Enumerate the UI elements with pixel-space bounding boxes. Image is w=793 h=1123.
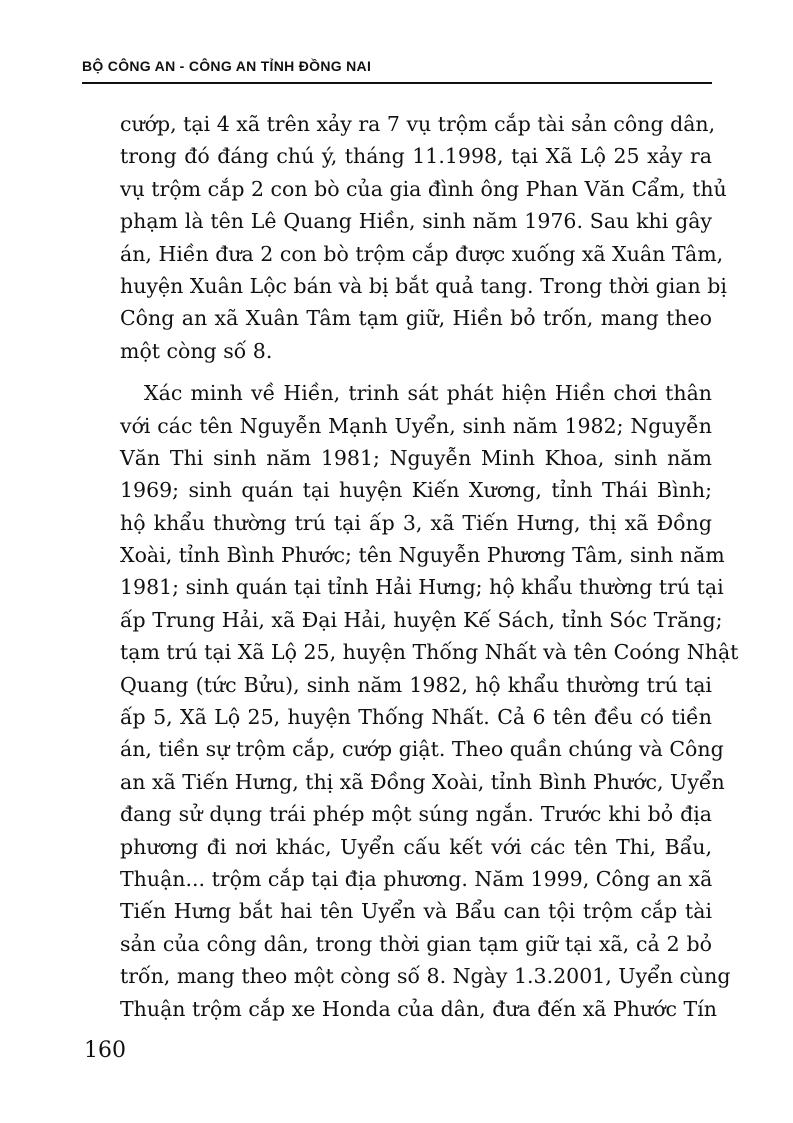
text-line: vụ trộm cắp 2 con bò của gia đình ông Phan Văn Cẩm, thủ — [120, 176, 727, 201]
text-line: phạm là tên Lê Quang Hiền, sinh năm 1976. Sau khi gây — [120, 209, 712, 234]
page-number: 160 — [84, 1038, 126, 1063]
text-line: một còng số 8. — [120, 338, 273, 363]
text-line: Thuận... trộm cắp tại địa phương. Năm 1999, Công an xã — [120, 866, 713, 891]
text-line: ấp Trung Hải, xã Đại Hải, huyện Kế Sách, tỉnh Sóc Trăng; — [120, 607, 723, 632]
text-line: an xã Tiến Hưng, thị xã Đồng Xoài, tỉnh Bình Phước, Uyển — [120, 769, 725, 794]
text-line: Công an xã Xuân Tâm tạm giữ, Hiền bỏ trốn, mang theo — [120, 306, 712, 331]
text-line: Thuận trộm cắp xe Honda của dân, đưa đến xã Phước Tín — [120, 996, 717, 1021]
text-line: phương đi nơi khác, Uyển cấu kết với các tên Thi, Bẩu, — [120, 834, 712, 859]
text-line: trong đó đáng chú ý, tháng 11.1998, tại Xã Lộ 25 xảy ra — [120, 144, 712, 169]
paragraph-gap — [120, 367, 712, 377]
paragraph-1 — [120, 108, 727, 367]
header-rule — [82, 82, 712, 84]
body-text — [120, 108, 739, 1025]
text-line: với các tên Nguyễn Mạnh Uyển, sinh năm 1982; Nguyễn — [120, 413, 712, 438]
text-line: Tiến Hưng bắt hai tên Uyển và Bẩu can tội trộm cắp tài — [120, 899, 712, 924]
running-header: BỘ CÔNG AN - CÔNG AN TỈNH ĐỒNG NAI — [82, 58, 372, 74]
text-line: án, Hiền đưa 2 con bò trộm cắp được xuống xã Xuân Tâm, — [120, 241, 724, 266]
text-line: hộ khẩu thường trú tại ấp 3, xã Tiến Hưng, thị xã Đồng — [120, 510, 712, 535]
text-line: trốn, mang theo một còng số 8. Ngày 1.3.2001, Uyển cùng — [120, 964, 731, 989]
text-line: sản của công dân, trong thời gian tạm giữ tại xã, cả 2 bỏ — [120, 931, 712, 956]
text-line: Xác minh về Hiền, trinh sát phát hiện Hiền chơi thân — [144, 381, 712, 406]
text-line: tạm trú tại Xã Lộ 25, huyện Thống Nhất và tên Coóng Nhật — [120, 640, 739, 665]
text-line: án, tiền sự trộm cắp, cướp giật. Theo quần chúng và Công — [120, 737, 724, 762]
text-line: 1981; sinh quán tại tỉnh Hải Hưng; hộ khẩu thường trú tại — [120, 575, 724, 600]
text-line: 1969; sinh quán tại huyện Kiến Xương, tỉnh Thái Bình; — [120, 478, 712, 503]
text-line: cướp, tại 4 xã trên xảy ra 7 vụ trộm cắp tài sản công dân, — [120, 112, 716, 136]
text-line: huyện Xuân Lộc bán và bị bắt quả tang. Trong thời gian bị — [120, 273, 727, 298]
text-line: Quang (tức Bửu), sinh năm 1982, hộ khẩu thường trú tại — [120, 672, 712, 697]
text-line: Xoài, tỉnh Bình Phước; tên Nguyễn Phương Tâm, sinh năm — [120, 543, 725, 568]
text-line: ấp 5, Xã Lộ 25, huyện Thống Nhất. Cả 6 tên đều có tiền — [120, 705, 712, 730]
text-line: đang sử dụng trái phép một súng ngắn. Trước khi bỏ địa — [120, 802, 712, 827]
text-line: Văn Thi sinh năm 1981; Nguyễn Minh Khoa, sinh năm — [120, 445, 712, 470]
paragraph-2 — [120, 377, 739, 1025]
